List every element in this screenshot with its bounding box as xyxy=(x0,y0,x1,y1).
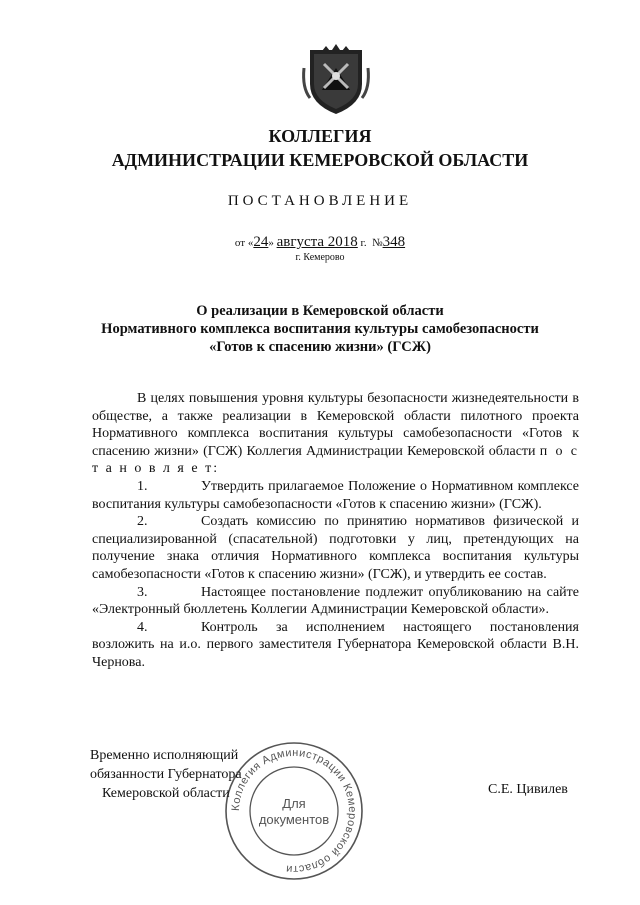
date-from-label: от « xyxy=(234,237,254,249)
city: г. Кемерово xyxy=(295,252,345,263)
item-text: Настоящее постановление подлежит опубликованию на сайте «Электронный бюллетень Коллегии Администрации Кемеровской области». xyxy=(92,584,579,618)
list-item xyxy=(92,619,579,672)
list-item xyxy=(92,478,579,513)
intro-spaced-verb: п о с т а н о в л я е т: xyxy=(92,443,579,477)
date-month-year: августа 2018 xyxy=(276,234,358,250)
official-stamp xyxy=(223,740,365,882)
title-line2: Нормативного комплекса воспитания культуры самобезопасности xyxy=(101,321,539,337)
item-text: Утвердить прилагаемое Положение о Нормативном комплексе воспитания культуры самобезопасности «Готов к спасению жизни» (ГСЖ). xyxy=(92,478,579,512)
title-line3: «Готов к спасению жизни» (ГСЖ) xyxy=(209,339,431,355)
item-number: 4. xyxy=(137,619,148,635)
item-number: 3. xyxy=(137,584,148,600)
coat-of-arms-icon xyxy=(300,38,372,118)
signatory-name: С.Е. Цивилев xyxy=(488,782,568,797)
position-line2: обязанности Губернатора xyxy=(90,767,242,782)
date-close-quote: » xyxy=(268,237,274,249)
org-name-line1: КОЛЛЕГИЯ xyxy=(268,126,372,146)
document-title xyxy=(0,302,640,356)
list-item xyxy=(92,584,579,619)
document-number: 348 xyxy=(382,234,406,250)
stamp-center-line2: документов xyxy=(258,812,330,827)
number-label: № xyxy=(372,237,383,249)
item-number: 1. xyxy=(137,478,148,494)
intro-text: В целях повышения уровня культуры безопасности жизнедеятельности в обществе, а также реализации в Кемеровской области пилотного проекта Нормативного комплекса воспитания культуры самобезопасности «Готов к спасению жизни» (ГСЖ) Коллегия Администрации Кемеровской области xyxy=(92,391,579,459)
signatory-position xyxy=(90,746,242,803)
title-line1: О реализации в Кемеровской области xyxy=(196,303,444,319)
stamp-center-line1: Для xyxy=(282,796,306,811)
intro-paragraph xyxy=(92,390,579,478)
date-line xyxy=(0,234,640,251)
item-text: Создать комиссию по принятию нормативов физической и специализированной (спасательной) подготовки у лиц, претендующих на получение знака отличия Нормативного комплекса воспитания культуры самобезопасности «Готов к спасению жизни» (ГСЖ), и утвердить ее состав. xyxy=(92,514,579,582)
org-name-line2: АДМИНИСТРАЦИИ КЕМЕРОВСКОЙ ОБЛАСТИ xyxy=(111,150,529,170)
stamp-ring-text: Коллегия Администрации Кемеровской области xyxy=(229,746,359,876)
document-type: ПОСТАНОВЛЕНИЕ xyxy=(227,193,413,209)
position-line3: Кемеровской области xyxy=(102,786,230,801)
date-year-suffix: г. xyxy=(360,237,367,249)
item-text: Контроль за исполнением настоящего постановления возложить на и.о. первого заместителя Губернатора Кемеровской области В.Н. Чернова. xyxy=(92,619,579,670)
date-day: 24 xyxy=(253,234,269,250)
list-item xyxy=(92,513,579,583)
item-number: 2. xyxy=(137,514,148,530)
position-line1: Временно исполняющий xyxy=(90,748,239,763)
document-body xyxy=(92,390,579,672)
